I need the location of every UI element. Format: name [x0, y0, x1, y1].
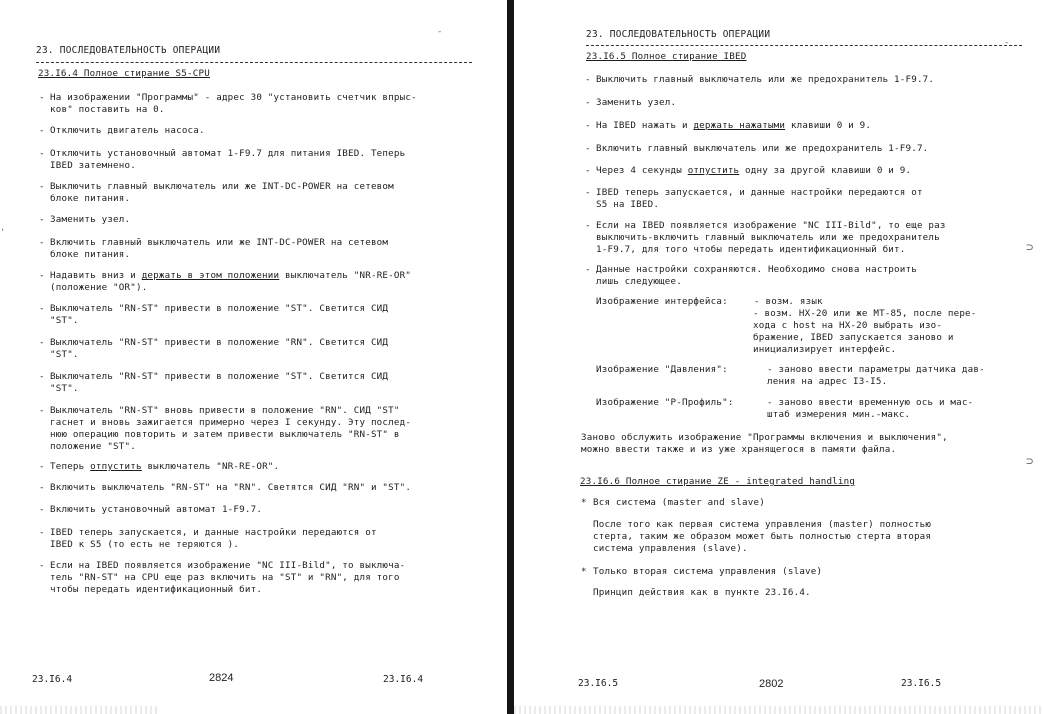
bullet-dash: -	[39, 214, 45, 225]
item-line: (положение "OR").	[50, 282, 148, 293]
item-line: ков" поставить на 0.	[50, 104, 165, 115]
left-section-title: 23.I6.4 Полное стирание S5-CPU	[38, 68, 210, 79]
item-line: Выключатель "RN-ST" привести в положение "RN". Светится СИД	[50, 337, 389, 348]
item-line: Включить выключатель "RN-ST" на "RN". Светятся СИД "RN" и "ST".	[50, 482, 412, 493]
star-item-title: Вся система (master and slave)	[593, 497, 765, 508]
item-line: Данные настройки сохраняются. Необходимо снова настроить	[596, 264, 917, 275]
item-text	[50, 92, 417, 116]
star-item-line: стерта, таким же образом может быть полностью стерта вторая	[593, 531, 932, 542]
item-text	[50, 482, 411, 494]
star-item-line: Принцип действия как в пункте 23.I6.4.	[593, 587, 811, 598]
star-item-body	[593, 587, 811, 599]
setting-entry	[754, 296, 823, 308]
underlined-phrase: держать в этом положении	[141, 270, 280, 281]
item-text	[50, 214, 130, 226]
right-footer-left: 23.I6.5	[578, 678, 619, 689]
item-line: "ST".	[50, 349, 79, 360]
bullet-dash: -	[39, 405, 45, 416]
item-line: Включить установочный автомат 1-F9.7.	[50, 504, 263, 515]
item-text	[50, 337, 388, 361]
item-line: Выключить главный выключатель или же предохранитель 1-F9.7.	[596, 74, 935, 85]
bullet-dash: -	[39, 148, 45, 159]
scan-speck: '	[0, 228, 6, 238]
item-text	[50, 405, 411, 453]
setting-entry	[753, 308, 977, 356]
item-text	[596, 187, 923, 211]
item-text	[50, 270, 411, 294]
item-line: тель "RN-ST" на CPU еще раз включить на "ST" и "RN", для того	[50, 572, 400, 583]
item-text	[50, 303, 388, 327]
bullet-dash: -	[39, 461, 45, 472]
setting-label: Изображение "Давления":	[596, 364, 728, 375]
bullet-dash: -	[585, 220, 591, 231]
scan-noise	[514, 706, 1043, 714]
item-line: Заменить узел.	[50, 214, 131, 225]
setting-line: ления на адрес I3-I5.	[767, 376, 888, 387]
closing-line-2: можно ввести также и из уже хранящегося в памяти файла.	[581, 444, 897, 455]
bullet-dash: -	[39, 337, 45, 348]
closing-line-1: Заново обслужить изображение "Программы включения и выключения",	[581, 432, 948, 443]
bullet-dash: -	[39, 237, 45, 248]
setting-line: - возм. язык	[754, 296, 823, 307]
item-line: IBED к S5 (то есть не теряются ).	[50, 539, 240, 550]
bullet-dash: -	[585, 187, 591, 198]
item-line: Отключить двигатель насоса.	[50, 125, 205, 136]
scan-speck: -	[437, 27, 443, 37]
item-line: На IBED нажать и держать нажатыми клавиши 0 и 9.	[596, 120, 872, 131]
item-text	[596, 220, 946, 256]
item-text	[50, 504, 262, 516]
star-item-line: система управления (slave).	[593, 543, 748, 554]
item-text	[596, 120, 871, 132]
header-divider	[586, 45, 1022, 46]
setting-line: хода с host на HX-20 выбрать изо-	[753, 320, 943, 331]
setting-label: Изображение интерфейса:	[596, 296, 728, 307]
setting-line: - заново ввести временную ось и мас-	[767, 397, 974, 408]
setting-label: Изображение "P-Профиль":	[596, 397, 734, 408]
star-bullet: *	[581, 497, 587, 508]
item-line: Теперь отпустить выключатель "NR-RE-OR".	[50, 461, 280, 472]
bullet-dash: -	[39, 482, 45, 493]
bullet-dash: -	[39, 92, 45, 103]
left-page-header: 23. ПОСЛЕДОВАТЕЛЬНОСТЬ ОПЕРАЦИИ	[36, 45, 221, 56]
setting-line: штаб измерения мин.-макс.	[767, 409, 911, 420]
item-text	[50, 527, 377, 551]
item-line: выключить-включить главный выключатель или же предохранитель	[596, 232, 940, 243]
item-line: Через 4 секунды отпустить одну за другой клавиши 0 и 9.	[596, 165, 912, 176]
item-line: 1-F9.7, для того чтобы передать идентификационный бит.	[596, 244, 906, 255]
setting-line: инициализирует интерфейс.	[753, 344, 897, 355]
right-document-page	[514, 0, 1043, 714]
bullet-dash: -	[39, 181, 45, 192]
item-line: Выключатель "RN-ST" привести в положение "ST". Светится СИД	[50, 303, 389, 314]
item-text	[50, 148, 405, 172]
item-text	[50, 181, 394, 205]
setting-line: - заново ввести параметры датчика дав-	[767, 364, 985, 375]
item-line: На изображении "Программы" - адрес 30 "установить счетчик впрыс-	[50, 92, 417, 103]
item-line: Заменить узел.	[596, 97, 677, 108]
item-line: "ST".	[50, 383, 79, 394]
item-text	[50, 125, 205, 137]
item-line: Включить главный выключатель или же предохранитель 1-F9.7.	[596, 143, 929, 154]
item-text	[596, 165, 911, 177]
scan-speck: -	[1004, 38, 1010, 48]
right-footer-right: 23.I6.5	[901, 678, 942, 689]
star-item-body	[593, 519, 931, 555]
star-item-title: Только вторая система управления (slave)	[593, 566, 823, 577]
left-document-page	[0, 0, 507, 714]
bullet-dash: -	[39, 303, 45, 314]
item-line: Выключатель "RN-ST" привести в положение "ST". Светится СИД	[50, 371, 389, 382]
item-line: Отключить установочный автомат 1-F9.7 для питания IBED. Теперь	[50, 148, 406, 159]
left-footer-right: 23.I6.4	[383, 674, 424, 685]
section2-title: 23.I6.6 Полное стирание ZE - integrated handling	[580, 476, 856, 487]
item-line: чтобы передать идентификационный бит.	[50, 584, 263, 595]
item-line: положение "ST".	[50, 441, 136, 452]
item-text	[50, 371, 388, 395]
underlined-phrase: отпустить	[90, 461, 142, 472]
item-text	[596, 264, 917, 288]
right-section-title: 23.I6.5 Полное стирание IBED	[586, 51, 747, 62]
item-line: Если на IBED появляется изображение "NC III-Bild", то выключа-	[50, 560, 406, 571]
item-line: S5 на IBED.	[596, 199, 660, 210]
right-page-header: 23. ПОСЛЕДОВАТЕЛЬНОСТЬ ОПЕРАЦИИ	[586, 29, 771, 40]
bullet-dash: -	[585, 74, 591, 85]
bullet-dash: -	[39, 270, 45, 281]
scan-noise	[0, 706, 160, 714]
item-line: Включить главный выключатель или же INT-DC-POWER на сетевом	[50, 237, 389, 248]
scan-speck: ⊃	[1026, 454, 1034, 468]
bullet-dash: -	[39, 125, 45, 136]
setting-line: - возм. HX-20 или же MT-85, после пере-	[753, 308, 977, 319]
bullet-dash: -	[39, 504, 45, 515]
item-line: IBED теперь запускается, и данные настройки передаются от	[596, 187, 923, 198]
bullet-dash: -	[585, 264, 591, 275]
bullet-dash: -	[585, 120, 591, 131]
setting-entry	[767, 364, 985, 388]
bullet-dash: -	[585, 143, 591, 154]
bullet-dash: -	[39, 560, 45, 571]
item-line: Выключить главный выключатель или же INT-DC-POWER на сетевом	[50, 181, 394, 192]
item-line: "ST".	[50, 315, 79, 326]
page-gutter	[507, 0, 514, 714]
bullet-dash: -	[39, 371, 45, 382]
item-line: гаснет и вновь зажигается примерно через I секунду. Эту послед-	[50, 417, 412, 428]
left-page-number: 2824	[209, 672, 234, 684]
item-text	[596, 97, 676, 109]
underlined-phrase: отпустить	[687, 165, 740, 176]
left-footer-left: 23.I6.4	[32, 674, 73, 685]
item-text	[50, 237, 388, 261]
item-text	[50, 461, 279, 473]
underlined-phrase: держать нажатыми	[693, 120, 786, 131]
header-divider	[36, 62, 472, 63]
item-line: IBED затемнено.	[50, 160, 136, 171]
item-line: Если на IBED появляется изображение "NC III-Bild", то еще раз	[596, 220, 946, 231]
item-text	[50, 560, 405, 596]
item-line: нюю операцию повторить и затем привести выключатель "RN-ST" в	[50, 429, 400, 440]
bullet-dash: -	[585, 97, 591, 108]
star-bullet: *	[581, 566, 587, 577]
bullet-dash: -	[585, 165, 591, 176]
item-line: Надавить вниз и держать в этом положении выключатель "NR-RE-OR"	[50, 270, 412, 281]
scan-speck: ⊃	[1026, 240, 1034, 254]
star-item-line: После того как первая система управления (master) полностью	[593, 519, 932, 530]
setting-entry	[767, 397, 973, 421]
item-line: лишь следующее.	[596, 276, 682, 287]
item-line: IBED теперь запускается, и данные настройки передаются от	[50, 527, 377, 538]
item-text	[596, 74, 934, 86]
item-line: Выключатель "RN-ST" вновь привести в положение "RN". СИД "ST"	[50, 405, 400, 416]
item-text	[596, 143, 928, 155]
bullet-dash: -	[39, 527, 45, 538]
item-line: блоке питания.	[50, 193, 131, 204]
setting-line: бражение, IBED запускается заново и	[753, 332, 954, 343]
right-page-number: 2802	[759, 678, 784, 690]
item-line: блоке питания.	[50, 249, 131, 260]
